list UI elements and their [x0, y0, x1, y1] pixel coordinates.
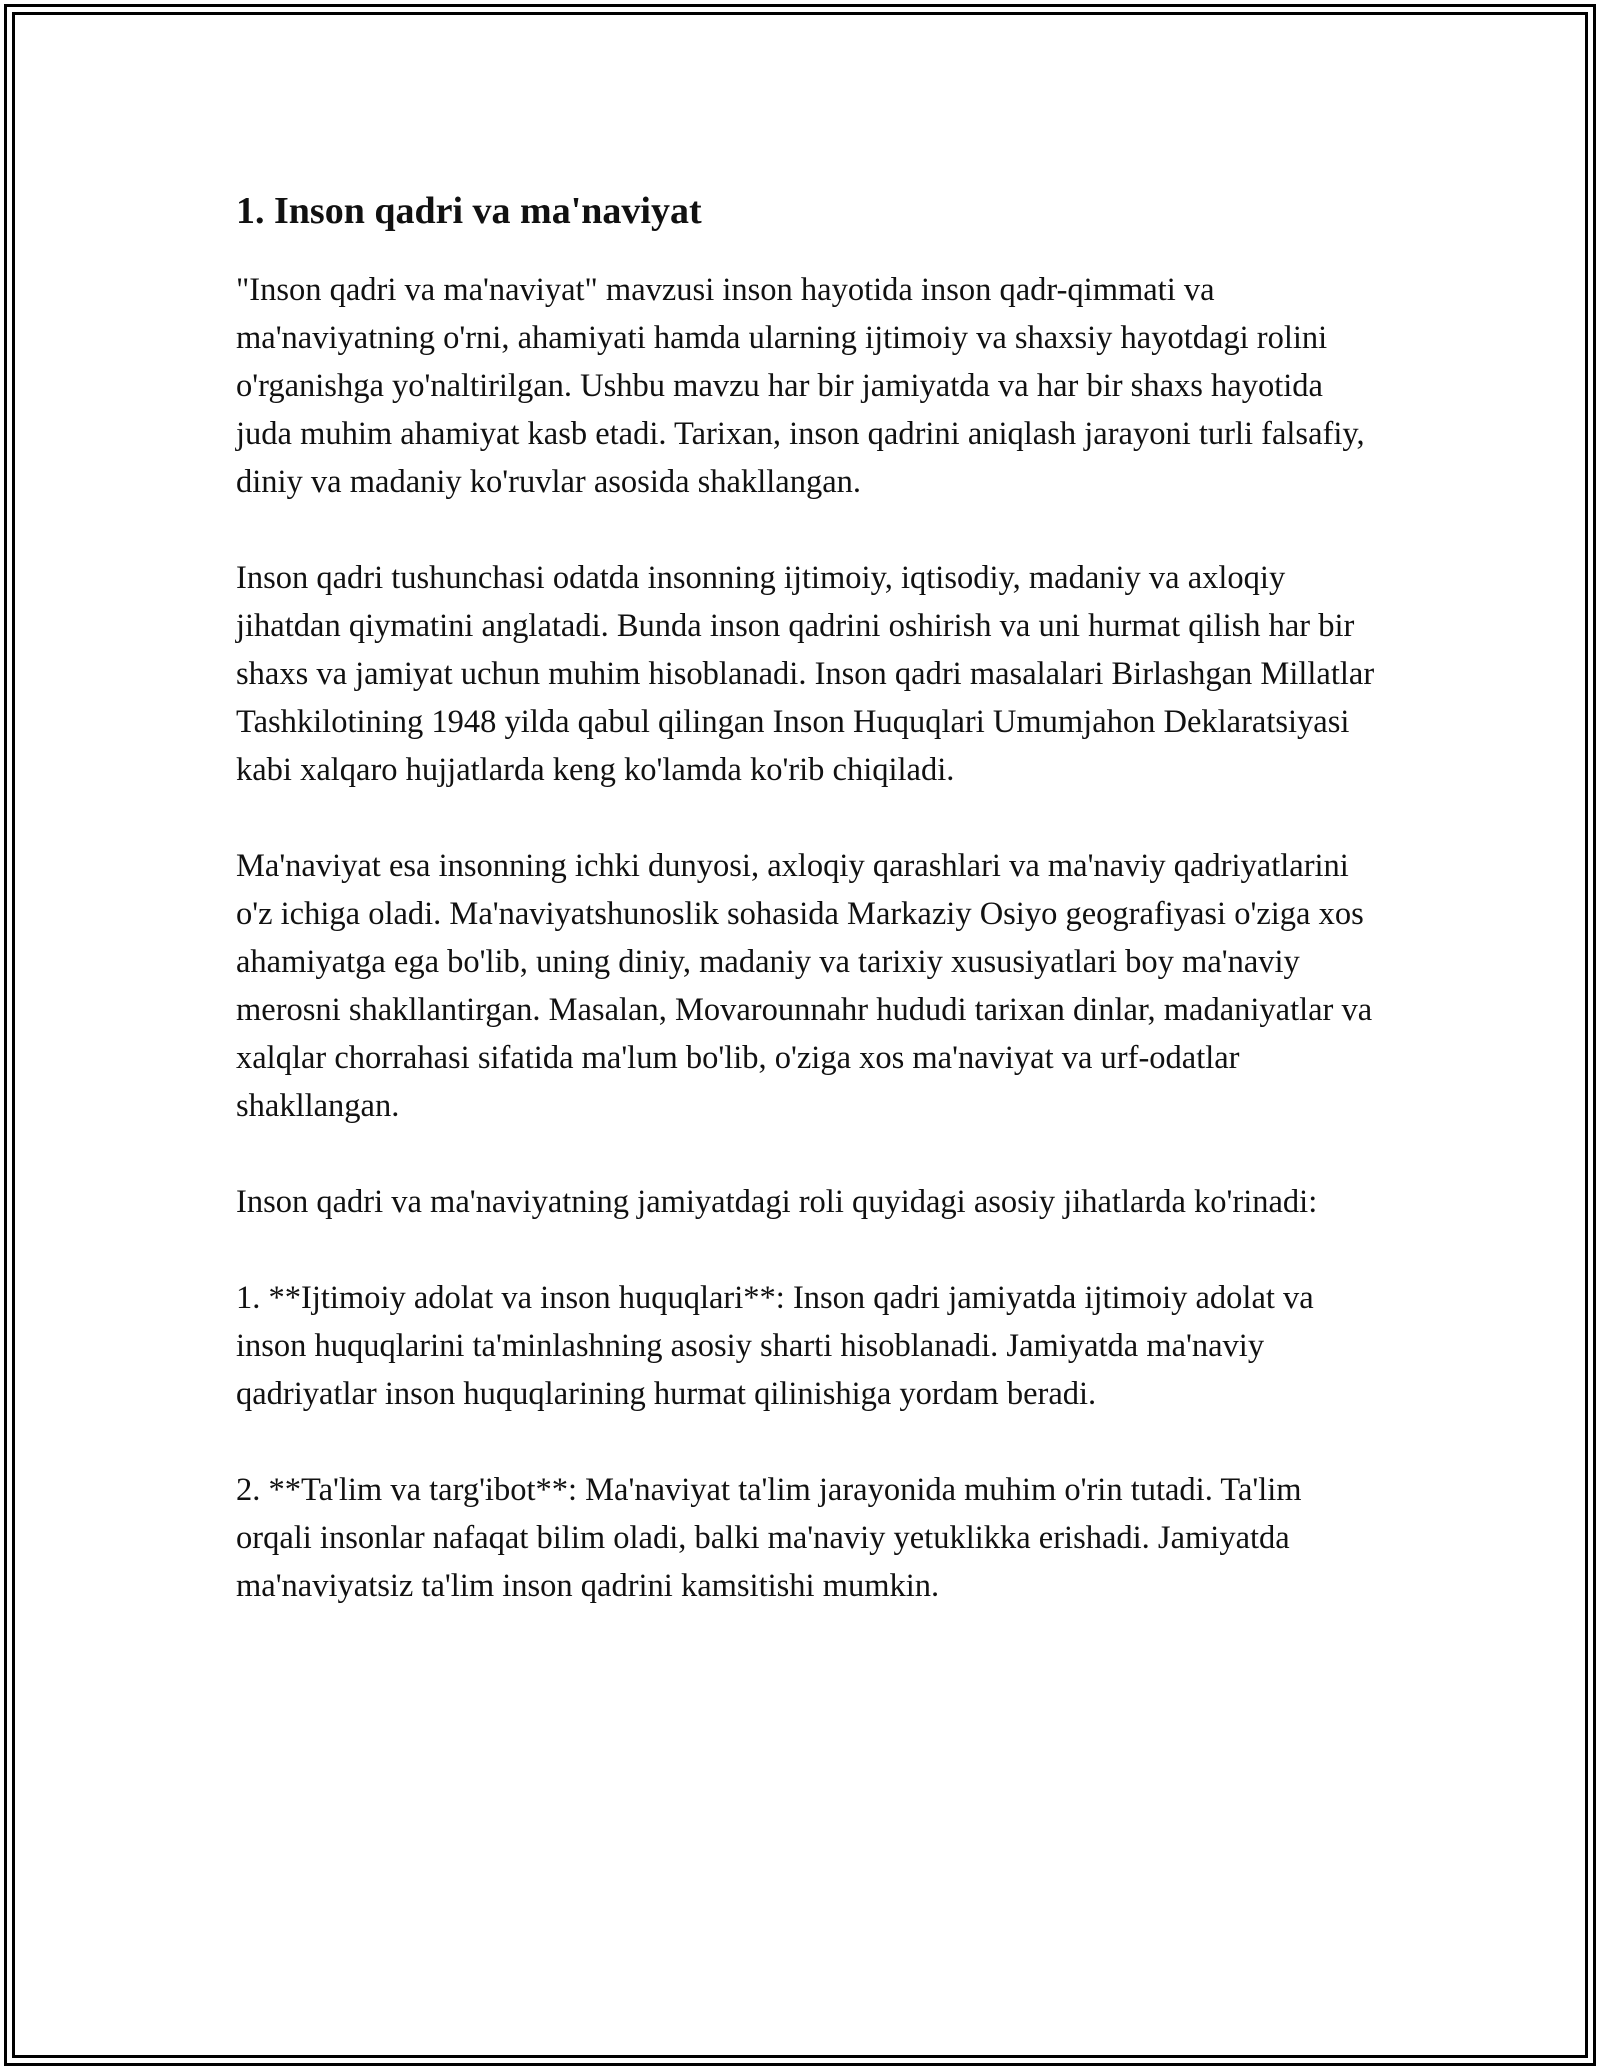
paragraph-intro: "Inson qadri va ma'naviyat" mavzusi inson hayotida inson qadr-qimmati va ma'naviyatning o'rni, ahamiyati hamda ularning ijtimoiy va shaxsiy hayotdagi rolini o'rganishga yo'naltirilgan. Ushbu mavzu har bir jamiyatda va har bir shaxs hayotida juda muhim ahamiyat kasb etadi. Tarixan, inson qadrini aniqlash jarayoni turli falsafiy, diniy va madaniy ko'ruvlar asosida shakllangan.: [236, 272, 1365, 500]
section-heading: 1. Inson qadri va ma'naviyat: [236, 190, 702, 232]
paragraph-point-2: 2. **Ta'lim va targ'ibot**: Ma'naviyat ta'lim jarayonida muhim o'rin tutadi. Ta'lim orqali insonlar nafaqat bilim oladi, balki ma'naviy yetuklikka erishadi. Jamiyatda ma'naviyatsiz ta'lim inson qadrini kamsitishi mumkin.: [236, 1472, 1302, 1604]
paragraph-point-1: 1. **Ijtimoiy adolat va inson huquqlari**: Inson qadri jamiyatda ijtimoiy adolat va inson huquqlarini ta'minlashning asosiy sharti hisoblanadi. Jamiyatda ma'naviy qadriyatlar inson huquqlarining hurmat qilinishiga yordam beradi.: [236, 1280, 1314, 1412]
paragraph-manaviyat: Ma'naviyat esa insonning ichki dunyosi, axloqiy qarashlari va ma'naviy qadriyatlarini o'z ichiga oladi. Ma'naviyatshunoslik sohasida Markaziy Osiyo geografiyasi o'ziga xos ahamiyatga ega bo'lib, uning diniy, madaniy va tarixiy xususiyatlari boy ma'naviy merosni shakllantirgan. Masalan, Movarounnahr hududi tarixan dinlar, madaniyatlar va xalqlar chorrahasi sifatida ma'lum bo'lib, o'ziga xos ma'naviyat va urf-odatlar shakllangan.: [236, 848, 1373, 1124]
paragraph-roles-intro: Inson qadri va ma'naviyatning jamiyatdagi roli quyidagi asosiy jihatlarda ko'rinadi:: [236, 1184, 1318, 1220]
paragraph-inson-qadri: Inson qadri tushunchasi odatda insonning ijtimoiy, iqtisodiy, madaniy va axloqiy jihatdan qiymatini anglatadi. Bunda inson qadrini oshirish va uni hurmat qilish har bir shaxs va jamiyat uchun muhim hisoblanadi. Inson qadri masalalari Birlashgan Millatlar Tashkilotining 1948 yilda qabul qilingan Inson Huquqlari Umumjahon Deklaratsiyasi kabi xalqaro hujjatlarda keng ko'lamda ko'rib chiqiladi.: [236, 560, 1375, 788]
document-body: [236, 186, 1376, 1658]
